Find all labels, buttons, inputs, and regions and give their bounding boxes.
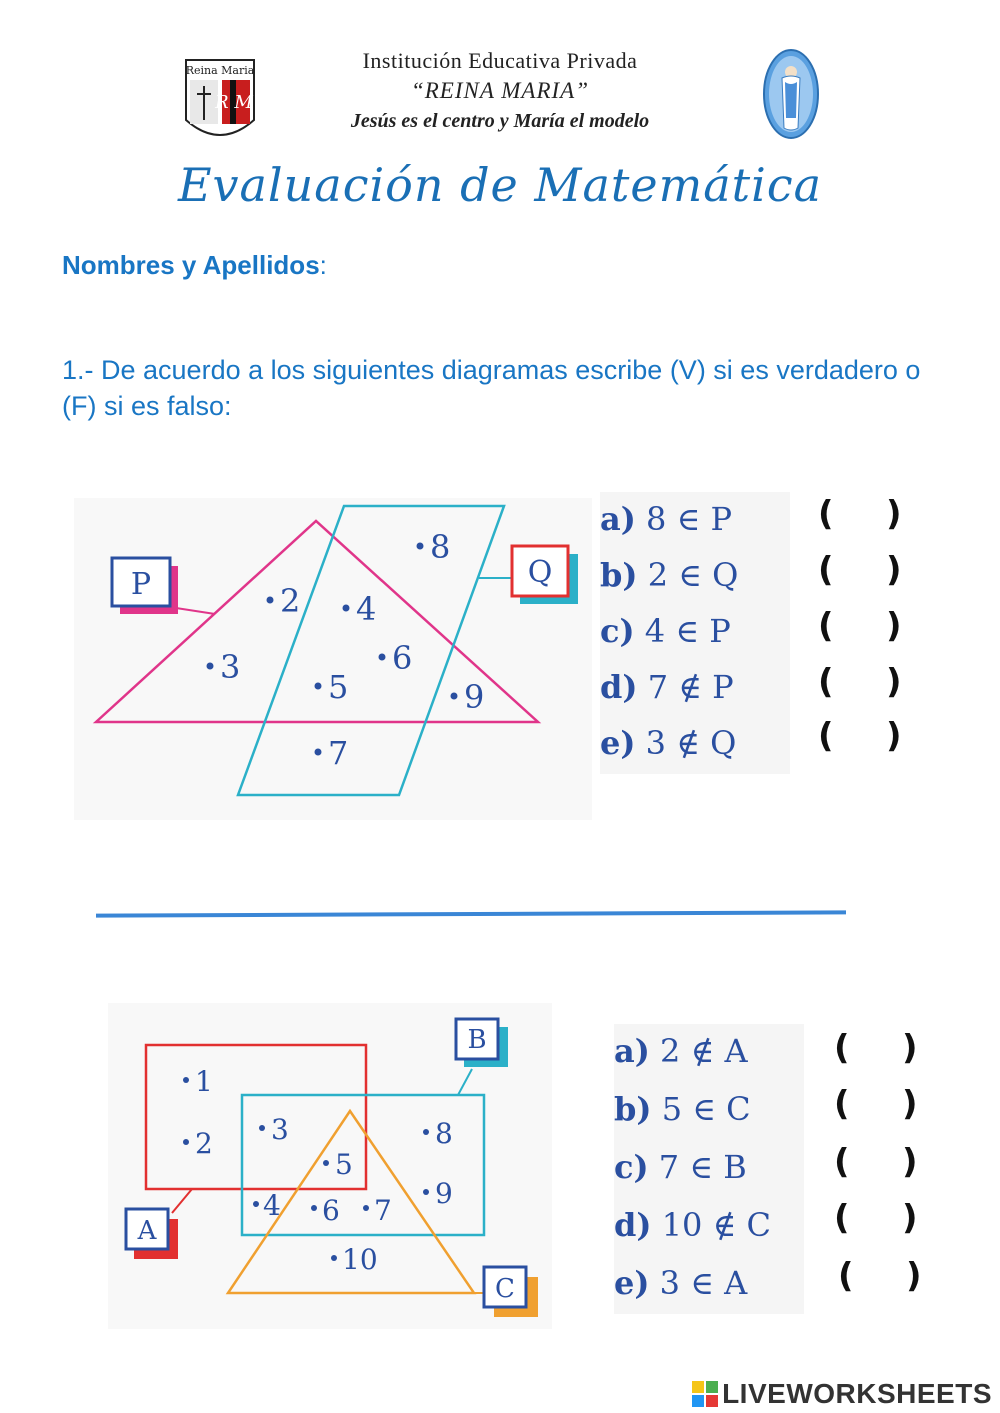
element-2: 2 [195, 1127, 213, 1160]
element-9: 9 [435, 1177, 453, 1210]
page-title: Evaluación de Matemática [177, 158, 823, 212]
answer-input-1d[interactable] [838, 664, 886, 706]
statement-1b: b) 2 ∈ Q [600, 556, 739, 594]
student-name-label: Nombres y Apellidos: [62, 250, 327, 280]
paren-close: ) [902, 1142, 918, 1182]
question-1-instruction: 1.- De acuerdo a los siguientes diagramas escribe (V) si es verdadero o (F) si es falso: [62, 355, 921, 421]
element-8: 8 [435, 1117, 453, 1150]
school-header [300, 48, 700, 133]
answer-input-2b[interactable] [854, 1086, 902, 1128]
footer-brand: LIVEWORKSHEETS [722, 1378, 992, 1409]
set-a-label: A [137, 1216, 157, 1246]
section-divider [96, 910, 846, 917]
answer-input-1c[interactable] [838, 608, 886, 650]
paren-close: ) [886, 494, 902, 534]
set-b-label: B [467, 1025, 487, 1055]
statements-list-2 [614, 1024, 804, 1314]
set-c-label: C [495, 1274, 515, 1304]
element-10: 10 [342, 1243, 378, 1276]
statement-1e: e) 3 ∉ Q [600, 724, 737, 762]
paren-open: ( [838, 1256, 854, 1296]
statements-list-1 [600, 492, 790, 774]
paren-open: ( [818, 494, 834, 534]
answer-input-2a[interactable] [854, 1030, 902, 1072]
answer-input-1e[interactable] [838, 718, 886, 760]
answer-input-1b[interactable] [838, 552, 886, 594]
institution-text: Institución Educativa Privada [362, 48, 638, 73]
element-3: 3 [220, 648, 241, 686]
element-9: 9 [464, 678, 485, 716]
school-crest-icon [182, 58, 258, 148]
element-7: 7 [374, 1194, 392, 1227]
answer-input-1a[interactable] [838, 496, 886, 538]
answer-input-2d[interactable] [854, 1200, 902, 1242]
element-4: 4 [263, 1189, 281, 1222]
school-name: “REINA MARIA” [410, 78, 590, 103]
paren-close: ) [902, 1198, 918, 1238]
paren-close: ) [886, 550, 902, 590]
paren-close: ) [886, 606, 902, 646]
paren-open: ( [834, 1142, 850, 1182]
element-2: 2 [280, 582, 301, 620]
paren-close: ) [886, 716, 902, 756]
answer-input-2c[interactable] [854, 1144, 902, 1186]
paren-open: ( [834, 1028, 850, 1068]
liveworksheets-logo-icon [692, 1381, 718, 1407]
statement-1a: a) 8 ∈ P [600, 500, 732, 538]
paren-open: ( [818, 716, 834, 756]
crest-letters: R M [215, 92, 253, 113]
element-1: 1 [195, 1065, 213, 1098]
statement-2a: a) 2 ∉ A [614, 1032, 748, 1070]
set-a-rectangle [146, 1045, 366, 1189]
paren-close: ) [906, 1256, 922, 1296]
paren-close: ) [886, 662, 902, 702]
set-q-parallelogram [238, 506, 504, 795]
set-q-label: Q [527, 555, 553, 590]
paren-open: ( [818, 662, 834, 702]
crest-label: Reina Maria [185, 64, 255, 77]
element-6: 6 [392, 639, 413, 677]
paren-open: ( [818, 550, 834, 590]
element-5: 5 [335, 1148, 353, 1181]
paren-open: ( [834, 1198, 850, 1238]
element-6: 6 [322, 1194, 340, 1227]
virgin-mary-medal-icon [762, 48, 820, 140]
diagram-sets-a-b-c [108, 1003, 552, 1329]
element-4: 4 [356, 590, 377, 628]
element-5: 5 [328, 668, 349, 706]
answer-input-2e[interactable] [858, 1258, 906, 1300]
element-3: 3 [271, 1113, 289, 1146]
statement-2e: e) 3 ∈ A [614, 1264, 748, 1302]
element-8: 8 [430, 528, 451, 566]
statement-2b: b) 5 ∈ C [614, 1090, 751, 1128]
statement-1d: d) 7 ∉ P [600, 668, 734, 706]
set-p-label: P [130, 567, 152, 602]
school-motto: Jesús es el centro y María el modelo [350, 110, 650, 132]
paren-close: ) [902, 1084, 918, 1124]
diagram-sets-p-q [74, 498, 592, 820]
paren-close: ) [902, 1028, 918, 1068]
statement-2c: c) 7 ∈ B [614, 1148, 747, 1186]
element-7: 7 [328, 734, 349, 772]
paren-open: ( [818, 606, 834, 646]
paren-open: ( [834, 1084, 850, 1124]
liveworksheets-footer [692, 1378, 992, 1410]
statement-2d: d) 10 ∉ C [614, 1206, 771, 1244]
statement-1c: c) 4 ∈ P [600, 612, 731, 650]
